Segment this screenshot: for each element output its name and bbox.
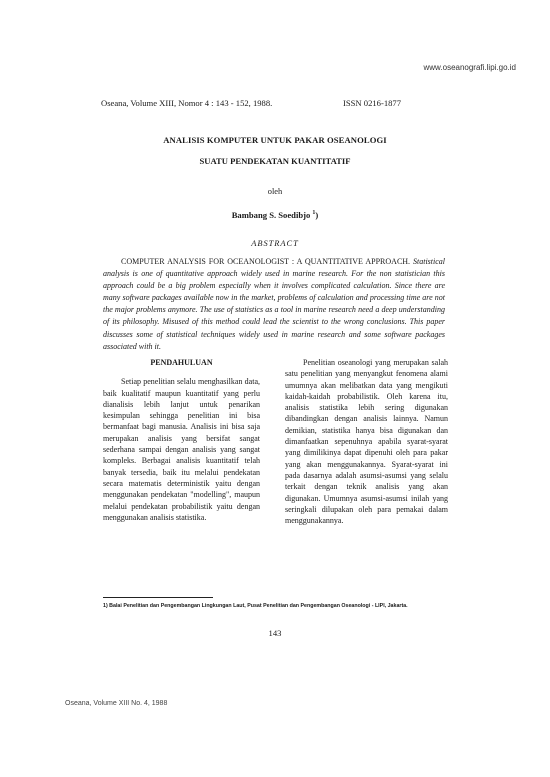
left-paragraph: Setiap penelitian selalu menghasilkan data, baik kualitatif maupun kuantitatif yang perlu dianalisis lebih lanjut untuk penarikan kesimpulan sehingga penelitian ini bisa bermanfaat bagi manusia. Analisis ini bisa saja merupakan analisis yang bersifat sangat sederhana sampai dengan analisis yang sangat kompleks. Berbagai analisis kuantitatif telah banyak tersedia, baik itu melalui pendekatan secara matematis deterministik yaitu dengan menggunakan pendekatan "modelling", maupun melalui pendekatan probabilistik yaitu dengan menggunakan analisis statistika. [103, 377, 260, 522]
section-heading-pendahuluan: PENDAHULUAN [150, 358, 213, 367]
footnote: 1) Balai Penelitian dan Pengembangan Lingkungan Laut, Pusat Penelitian dan Pengembangan Oseanologi - LIPI, Jakarta. [103, 603, 408, 609]
author-footnote-close: ) [315, 210, 319, 220]
byline-oleh: oleh [267, 187, 283, 196]
journal-citation: Oseana, Volume XIII, Nomor 4 : 143 - 152, 1988. [101, 98, 273, 108]
paper-title-line-2: SUATU PENDEKATAN KUANTITATIF [199, 156, 351, 166]
source-url[interactable]: www.oseanografi.lipi.go.id [423, 63, 516, 72]
author [0, 210, 550, 220]
issn: ISSN 0216-1877 [343, 98, 402, 108]
page-number: 143 [268, 628, 282, 638]
abstract-content: Statistical analysis is one of quantitative approach widely used in marine research. For the non statistician this approach could be a big problem especially when it involves complicated calculation. Since there are many software packages available now in the market, problems of calculation and processing time are not the major problems anymore. The use of statistics as a tool in marine research need a deep understanding of its philosophy. Misused of this method could lead the scientist to the wrong conclusions. This paper discusses some of statistical techniques widely used in marine research and some software packages associated with it. [103, 257, 446, 351]
right-paragraph: Penelitian oseanologi yang merupakan salah satu penelitian yang menyangkut fenomena alami umumnya akan melibatkan data yang mengikuti kaidah-kaidah probabilistik. Oleh karena itu, analisis statistika lebih sering digunakan dibandingkan dengan analisis lainnya. Namun demikian, statistika hanya bisa digunakan dan dimanfaatkan sepenuhnya apabila syarat-syarat yang dimilikinya dapat dipenuhi oleh para pakar yang akan menggunakannya. Syarat-syarat ini pada dasarnya adalah asumsi-asumsi yang selalu terkait dengan teknik analisis yang akan digunakan. Umumnya asumsi-asumsi inilah yang seringkali dilupakan oleh para pemakai dalam menggunakannya. [285, 358, 448, 526]
abstract-body [103, 256, 445, 353]
left-column [103, 357, 260, 523]
right-column [285, 357, 448, 526]
author-name: Bambang S. Soedibjo [231, 210, 311, 220]
footnote-divider [103, 597, 213, 598]
abstract-text [103, 256, 445, 353]
abstract-title: COMPUTER ANALYSIS FOR OCEANOLOGIST : A QUANTITATIVE APPROACH. [121, 257, 411, 266]
paper-title-line-1: ANALISIS KOMPUTER UNTUK PAKAR OSEANOLOGI [163, 135, 387, 145]
abstract-heading: ABSTRACT [251, 239, 299, 248]
bottom-journal-label: Oseana, Volume XIII No. 4, 1988 [65, 700, 168, 707]
author-footnote-mark: 1 [312, 210, 316, 217]
